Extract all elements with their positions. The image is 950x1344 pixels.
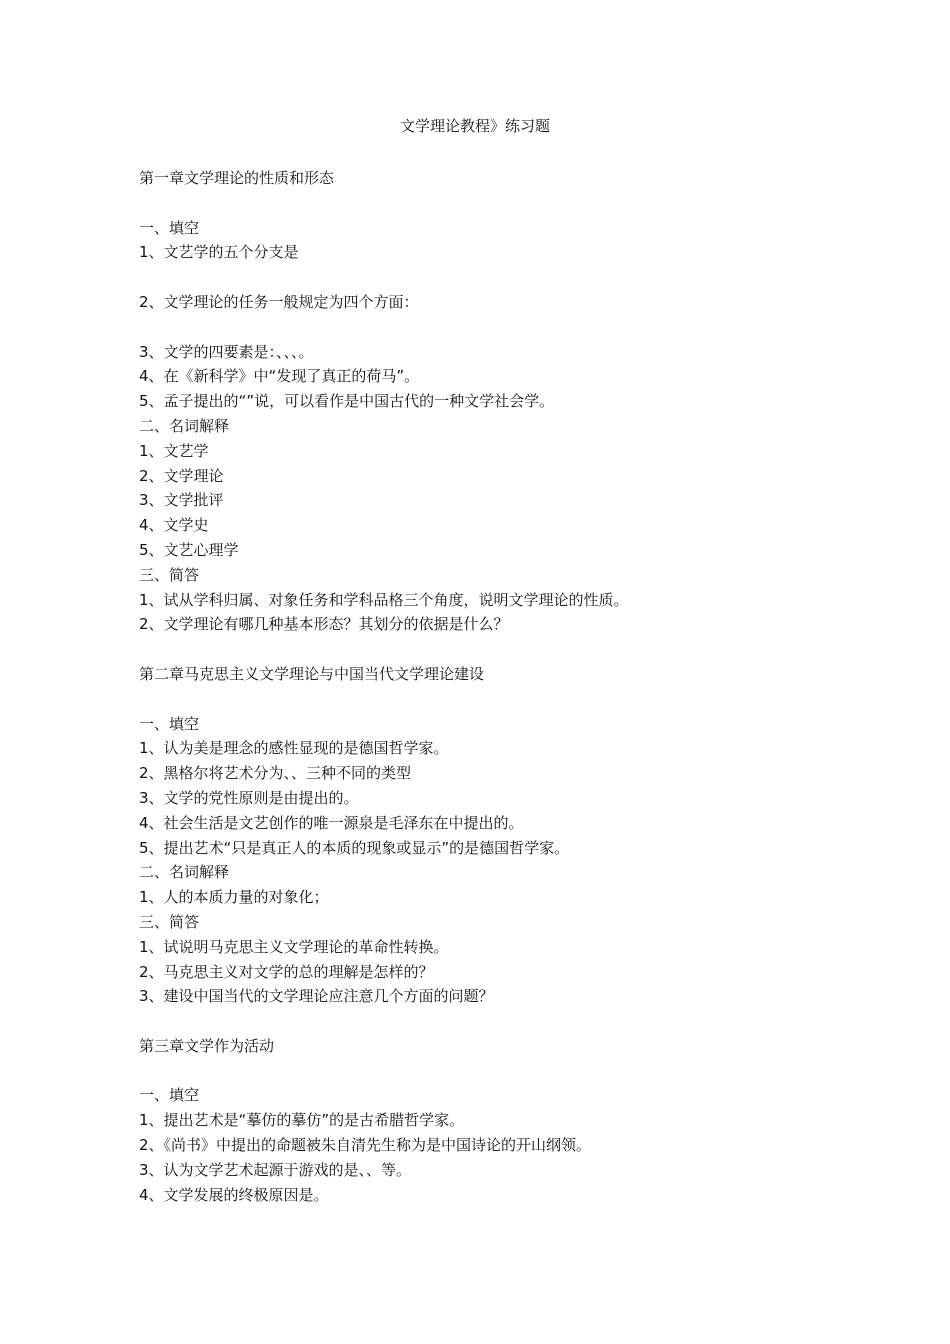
chapter-2-short-item: 3、建设中国当代的文学理论应注意几个方面的问题？ (139, 987, 494, 1006)
document-body (139, 166, 839, 1207)
chapter-3-fill-item: 1、提出艺术是“摹仿的摹仿”的是古希腊哲学家。 (139, 1111, 465, 1130)
chapter-2-terms-section: 二、名词解释 (139, 863, 230, 882)
chapter-1-term-item: 1、文艺学 (139, 441, 209, 460)
chapter-2-fill-section: 一、填空 (139, 714, 200, 733)
spacer (139, 315, 839, 340)
chapter-3-fill-item: 2、《尚书》中提出的命题被朱自清先生称为是中国诗论的开山纲领。 (139, 1136, 592, 1155)
chapter-1-fill-item: 5、孟子提出的“”说，可以看作是中国古代的一种文学社会学。 (139, 392, 555, 411)
chapter-2-short-item: 1、试说明马克思主义文学理论的革命性转换。 (139, 937, 449, 956)
chapter-1-heading: 第一章文学理论的性质和形态 (139, 169, 335, 187)
chapter-2-fill-item: 2、黑格尔将艺术分为、、三种不同的类型 (139, 764, 412, 783)
chapter-1-fill-item: 2、文学理论的任务一般规定为四个方面： (139, 292, 419, 311)
chapter-2-fill-item: 4、社会生活是文艺创作的唯一源泉是毛泽东在中提出的。 (139, 813, 524, 832)
chapter-1-short-section: 三、简答 (139, 565, 200, 584)
chapter-1-term-item: 3、文学批评 (139, 491, 224, 510)
chapter-1-short-item: 2、文学理论有哪几种基本形态？其划分的依据是什么？ (139, 615, 509, 634)
chapter-1-fill-item: 4、在《新科学》中“发现了真正的荷马”。 (139, 367, 420, 386)
chapter-2-heading: 第二章马克思主义文学理论与中国当代文学理论建设 (139, 664, 485, 683)
document-title: 文学理论教程》练习题 (399, 117, 550, 135)
spacer (139, 265, 839, 290)
chapter-2-fill-item: 5、提出艺术“只是真正人的本质的现象或显示”的是德国哲学家。 (139, 838, 570, 857)
spacer (139, 1009, 839, 1034)
spacer (139, 1059, 839, 1084)
chapter-3-heading: 第三章文学作为活动 (139, 1036, 275, 1055)
chapter-2-short-section: 三、简答 (139, 912, 200, 931)
spacer (139, 191, 839, 216)
chapter-2-term-item: 1、人的本质力量的对象化； (139, 888, 329, 907)
chapter-1-fill-item: 3、文学的四要素是：、、、。 (139, 342, 314, 361)
chapter-1-fill-section: 一、填空 (139, 218, 200, 237)
spacer (139, 637, 839, 662)
chapter-2-fill-item: 1、认为美是理念的感性显现的是德国哲学家。 (139, 739, 449, 758)
chapter-2-short-item: 2、马克思主义对文学的总的理解是怎样的？ (139, 962, 434, 981)
chapter-1-fill-item: 1、文艺学的五个分支是 (139, 243, 299, 262)
chapter-3-fill-section: 一、填空 (139, 1086, 200, 1105)
chapter-1-term-item: 2、文学理论 (139, 466, 224, 485)
spacer (139, 687, 839, 712)
chapter-3-fill-item: 4、文学发展的终极原因是。 (139, 1185, 329, 1204)
chapter-1-terms-section: 二、名词解释 (139, 416, 230, 435)
chapter-1-term-item: 5、文艺心理学 (139, 540, 239, 559)
chapter-1-term-item: 4、文学史 (139, 516, 209, 535)
chapter-2-fill-item: 3、文学的党性原则是由提出的。 (139, 788, 359, 807)
chapter-1-short-item: 1、试从学科归属、对象任务和学科品格三个角度，说明文学理论的性质。 (139, 590, 629, 609)
chapter-3-fill-item: 3、认为文学艺术起源于游戏的是、、等。 (139, 1160, 412, 1179)
